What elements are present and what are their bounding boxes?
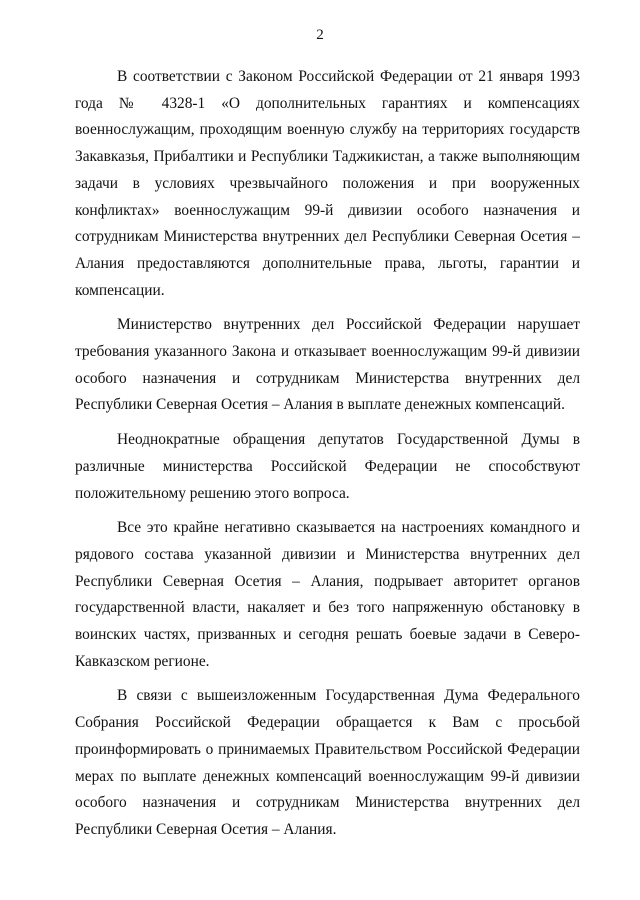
paragraph-negative-impact: Все это крайне негативно сказывается на настроениях командного и рядового состава указанной дивизии и Министерства внутренних дел Республики Северная Осетия – Алания, подрывает авторитет органов государственной власти, накаляет и без того напряженную обстановку в воинских частях, призванных и сегодня решать боевые задачи в Северо-Кавказском регионе. [75,519,580,670]
paragraph-law-reference: В соответствии с Законом Российской Федерации от 21 января 1993 года № 4328-1 «О дополнительных гарантиях и компенсациях военнослужащим, проходящим военную службу на территориях государств Закавказья, Прибалтики и Республики Таджикистан, а также выполняющим задачи в условиях чрезвычайного положения и при вооруженных конфликтах» военнослужащим 99-й дивизии особого назначения и сотрудникам Министерства внутренних дел Республики Северная Осетия – Алания предоставляются дополнительные права, льготы, гарантии и компенсации. [75,68,580,299]
document-body [75,64,580,852]
paragraph-ministry-violation: Министерство внутренних дел Российской Федерации нарушает требования указанного Закона и отказывает военнослужащим 99-й дивизии особого назначения и сотрудникам Министерства внутренних дел Республики Северная Осетия – Алания в выплате денежных компенсаций. [75,316,580,414]
paragraph-repeated-appeals: Неоднократные обращения депутатов Государственной Думы в различные министерства Российской Федерации не способствуют положительному решению этого вопроса. [75,431,580,502]
page-number: 2 [316,27,324,43]
paragraph-request: В связи с вышеизложенным Государственная Дума Федерального Собрания Российской Федерации обращается к Вам с просьбой проинформировать о принимаемых Правительством Российской Федерации мерах по выплате денежных компенсаций военнослужащим 99-й дивизии особого назначения и сотрудникам Министерства внутренних дел Республики Северная Осетия – Алания. [75,687,580,838]
